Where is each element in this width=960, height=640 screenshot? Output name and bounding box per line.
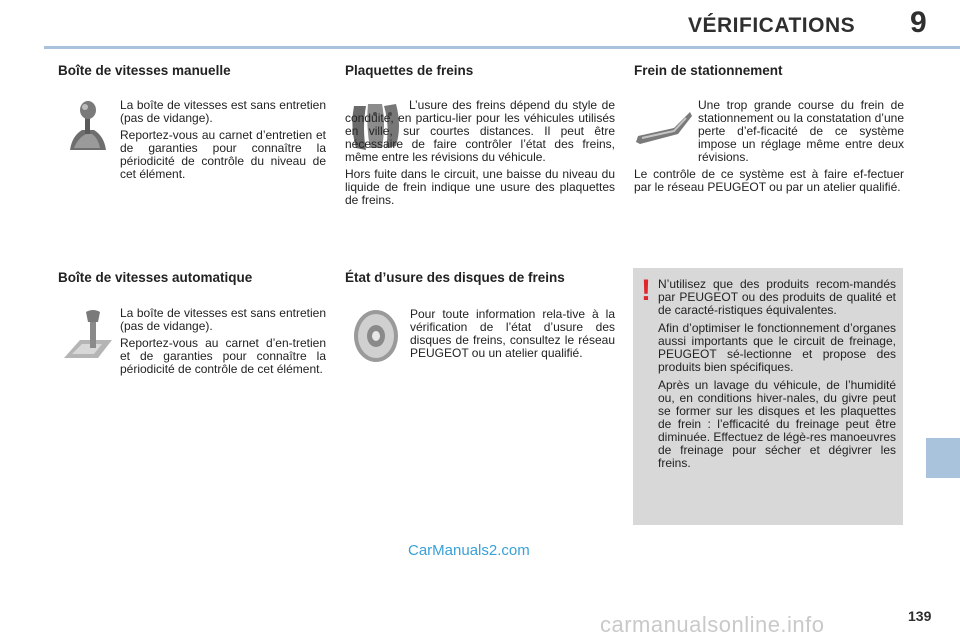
manual-para-1: La boîte de vitesses est sans entretien (pas de vidange).	[120, 98, 326, 125]
page-number: 139	[908, 608, 932, 624]
chapter-side-tab	[926, 438, 960, 478]
warning-para-1: N’utilisez que des produits recom-mandés par PEUGEOT ou des produits de qualité et de caracté-ristiques équivalentes.	[658, 277, 896, 317]
pads-para-1: L’usure des freins dépend du style de conduite, en particu-lier pour les véhicules utilisés en ville, sur courtes distances. Il peut être nécessaire de faire contrôler l’état des freins, même entre les révisions du véhicule.	[345, 98, 615, 164]
automatic-gear-selector-icon	[62, 308, 114, 362]
parking-brake-heading: Frein de stationnement	[634, 63, 783, 78]
site-watermark: carmanualsonline.info	[600, 612, 825, 637]
brake-discs-heading: État d’usure des disques de freins	[345, 270, 565, 285]
automatic-para-1: La boîte de vitesses est sans entretien (pas de vidange).	[120, 306, 326, 333]
header-divider	[44, 46, 960, 49]
watermark-link[interactable]: CarManuals2.com	[408, 542, 530, 559]
chapter-number: 9	[910, 6, 927, 39]
brake-disc-icon	[349, 308, 403, 364]
warning-para-2: Afin d’optimiser le fonctionnement d’organes aussi importants que le circuit de freinage, PEUGEOT sé-lectionne et propose des produits bien spécifiques.	[658, 321, 896, 374]
manual-gearbox-heading: Boîte de vitesses manuelle	[58, 63, 231, 78]
brake-discs-text	[410, 308, 615, 364]
parking-para-2: Le contrôle de ce système est à faire ef-fectuer par le réseau PEUGEOT ou par un atelier qualifié.	[634, 167, 904, 194]
parking-para-1: Une trop grande course du frein de stationnement ou la constatation d’une perte d’ef-ficacité de ce système impose un réglage même entre deux révisions.	[698, 98, 904, 164]
brake-pads-text	[345, 99, 615, 211]
manual-para-2: Reportez-vous au carnet d’entretien et de garanties pour connaître la périodicité de contrôle du niveau de cet élément.	[120, 128, 326, 181]
warning-para-3: Après un lavage du véhicule, de l’humidité ou, en conditions hiver-nales, du givre peut se former sur les disques et les plaquettes de frein : l’efficacité du freinage peut être diminuée. Effectuez de légè-res manoeuvres de freinage pour sécher et dégivrer les freins.	[658, 378, 896, 470]
automatic-para-2: Reportez-vous au carnet d’en-tretien et de garanties pour connaître la périodicité de contrôle de cet élément.	[120, 336, 326, 376]
automatic-gearbox-text	[120, 307, 326, 380]
warning-text	[658, 278, 896, 475]
automatic-gearbox-heading: Boîte de vitesses automatique	[58, 270, 253, 285]
pads-para-2: Hors fuite dans le circuit, une baisse du niveau du liquide de frein indique une usure des plaquettes de freins.	[345, 167, 615, 207]
warning-exclamation-icon: !	[641, 274, 651, 307]
page-title: VÉRIFICATIONS	[688, 14, 856, 37]
manual-gearbox-text	[120, 99, 326, 185]
brake-pads-heading: Plaquettes de freins	[345, 63, 474, 78]
discs-para-1: Pour toute information rela-tive à la vérification de l’état d’usure des disques de freins, consultez le réseau PEUGEOT ou un atelier qualifié.	[410, 307, 615, 360]
manual-gear-lever-icon	[62, 98, 112, 154]
parking-brake-text	[634, 99, 904, 198]
